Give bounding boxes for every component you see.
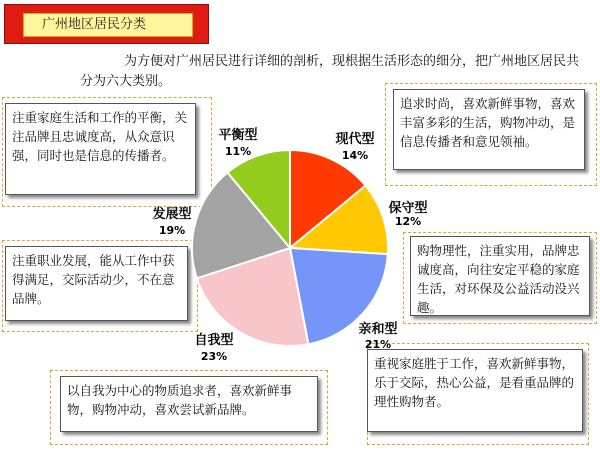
slice-value-self: 23%: [200, 350, 228, 363]
slice-label-development: 发展型: [152, 207, 192, 222]
desc-development: 注重职业发展，能从工作中获得满足，交际活动少，不在意品牌。: [5, 246, 188, 321]
slice-value-modern: 14%: [341, 149, 369, 162]
slice-label-affinity: 亲和型: [358, 322, 398, 337]
slice-value-affinity: 21%: [364, 338, 392, 351]
slice-value-conservative: 12%: [394, 215, 422, 228]
intro-text: 为方便对广州居民进行详细的剖析，现根据生活形态的细分，把广州地区居民共分为六大类别。: [80, 54, 580, 89]
desc-affinity: 重视家庭胜于工作，喜欢新鲜事物，乐于交际，热心公益，是看重品牌的理性购物者。: [367, 349, 583, 432]
desc-conservative: 购物理性，注重实用，品牌忠诚度高，向往安定平稳的家庭生活，对环保及公益活动没兴趣。: [410, 236, 590, 316]
desc-balance: 注重家庭生活和工作的平衡，关注品牌且忠诚度高，从众意识强，同时也是信息的传播者。: [5, 103, 196, 195]
slice-label-conservative: 保守型: [388, 201, 428, 216]
desc-self: 以自我为中心的物质追求者，喜欢新鲜事物，购物冲动，喜欢尝试新品牌。: [60, 376, 318, 432]
slice-label-balance: 平衡型: [218, 128, 258, 143]
page-title: 广州地区居民分类: [23, 13, 193, 37]
slice-label-modern: 现代型: [335, 132, 375, 147]
desc-modern: 追求时尚，喜欢新鲜事物，喜欢丰富多彩的生活，购物冲动，是信息传播者和意见领袖。: [393, 89, 585, 170]
slice-value-balance: 11%: [224, 145, 252, 158]
slice-label-self: 自我型: [194, 333, 234, 348]
slice-value-development: 19%: [158, 224, 186, 237]
